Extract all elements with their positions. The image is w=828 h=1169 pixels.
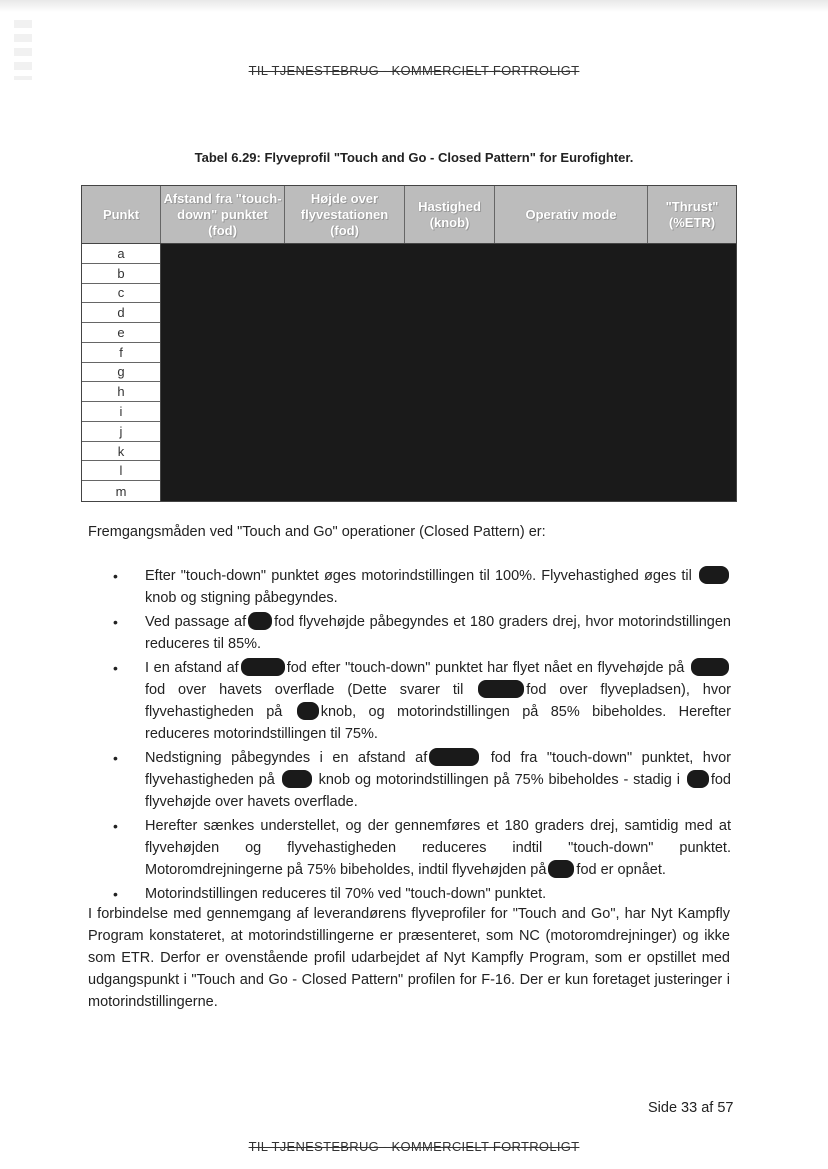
point-cell: f <box>82 343 160 363</box>
flight-profile-table <box>81 185 737 502</box>
redaction-mark <box>248 612 272 630</box>
point-cell: m <box>115 483 127 499</box>
point-cell: e <box>82 323 160 343</box>
header-punkt: Punkt <box>82 186 161 243</box>
redaction-mark <box>297 702 319 720</box>
conclusion-paragraph: I forbindelse med gennemgang af leverandørens flyveprofiler for "Touch and Go", har Nyt Kampfly Program konstateret, at motorindstillingerne er præsenteret, som NC (motoromdrejninger) og ikke som ETR. Derfor er ovenstående profil udarbejdet af Nyt Kampfly Program, som er opstillet med udgangspunkt i "Touch and Go - Closed Pattern" profilen for F-16. Der er kun foretaget justeringer i motorindstillingerne. <box>88 906 730 1010</box>
procedure-step: • Ved passage af fod flyvehøjde påbegyndes et 180 graders drej, hvor motorindstillingen reduceres til 85%. <box>111 611 731 655</box>
procedure-step: • Herefter sænkes understellet, og der gennemføres et 180 graders drej, samtidig med at flyvehøjden og flyvehastigheden reduceres indtil "touch-down" punktet. Motoromdrejningerne på 75% bibeholdes, indtil flyvehøjden på fod er opnået. <box>111 815 731 881</box>
redaction-mark <box>478 680 524 698</box>
redaction-mark <box>241 658 285 676</box>
point-cell: h <box>82 382 160 402</box>
redaction-mark <box>699 566 729 584</box>
table-header-row <box>82 186 736 244</box>
scan-top-edge <box>0 0 828 12</box>
procedure-step: • Nedstigning påbegyndes i en afstand af fod fra "touch-down" punktet, hvor flyvehastigheden på knob og motorindstillingen på 75% bibeholdes - stadig i fod flyvehøjde over havets overflade. <box>111 747 731 813</box>
header-speed: Hastighed (knob) <box>405 186 495 243</box>
point-cell: g <box>82 363 160 383</box>
procedure-list <box>111 565 731 907</box>
redaction-mark <box>282 770 312 788</box>
header-distance: Afstand fra "touch-down" punktet (fod) <box>161 186 285 243</box>
point-cell: a <box>82 244 160 264</box>
redacted-table-data <box>161 244 736 501</box>
redaction-mark <box>548 860 574 878</box>
point-cell: b <box>82 264 160 284</box>
point-cell: c <box>82 284 160 304</box>
point-cell: d <box>82 303 160 323</box>
redaction-mark <box>429 748 479 766</box>
procedure-step: • I en afstand af fod efter "touch-down" punktet har flyet nået en flyvehøjde på fod over havets overflade (Dette svarer til fod over flyvepladsen), hvor flyvehastigheden på knob, og motorindstillingen på 85% bibeholdes. Herefter reduceres motorindstillingen til 75%. <box>111 657 731 745</box>
procedure-step: • Efter "touch-down" punktet øges motorindstillingen til 100%. Flyvehastighed øges til knob og stigning påbegyndes. <box>111 565 731 609</box>
procedure-intro: Fremgangsmåden ved "Touch and Go" operationer (Closed Pattern) er: <box>88 524 546 540</box>
redaction-mark <box>687 770 709 788</box>
classification-footer: TIL TJENESTEBRUG - KOMMERCIELT FORTROLIGT <box>248 1139 580 1154</box>
header-altitude: Højde over flyvestationen (fod) <box>285 186 405 243</box>
page-number: Side 33 af 57 <box>648 1100 734 1116</box>
point-column <box>82 244 161 501</box>
point-cell: k <box>82 442 160 462</box>
classification-header: TIL TJENESTEBRUG - KOMMERCIELT FORTROLIGT <box>248 63 580 78</box>
procedure-step: • Motorindstillingen reduceres til 70% ved "touch-down" punktet. <box>111 883 731 905</box>
table-caption: Tabel 6.29: Flyveprofil "Touch and Go - Closed Pattern" for Eurofighter. <box>194 150 634 165</box>
redaction-mark <box>691 658 729 676</box>
point-cell: j <box>82 422 160 442</box>
point-cell: l <box>82 461 160 481</box>
header-operative-mode: Operativ mode <box>495 186 648 243</box>
point-cell: i <box>82 402 160 422</box>
header-thrust: "Thrust" (%ETR) <box>665 198 719 230</box>
